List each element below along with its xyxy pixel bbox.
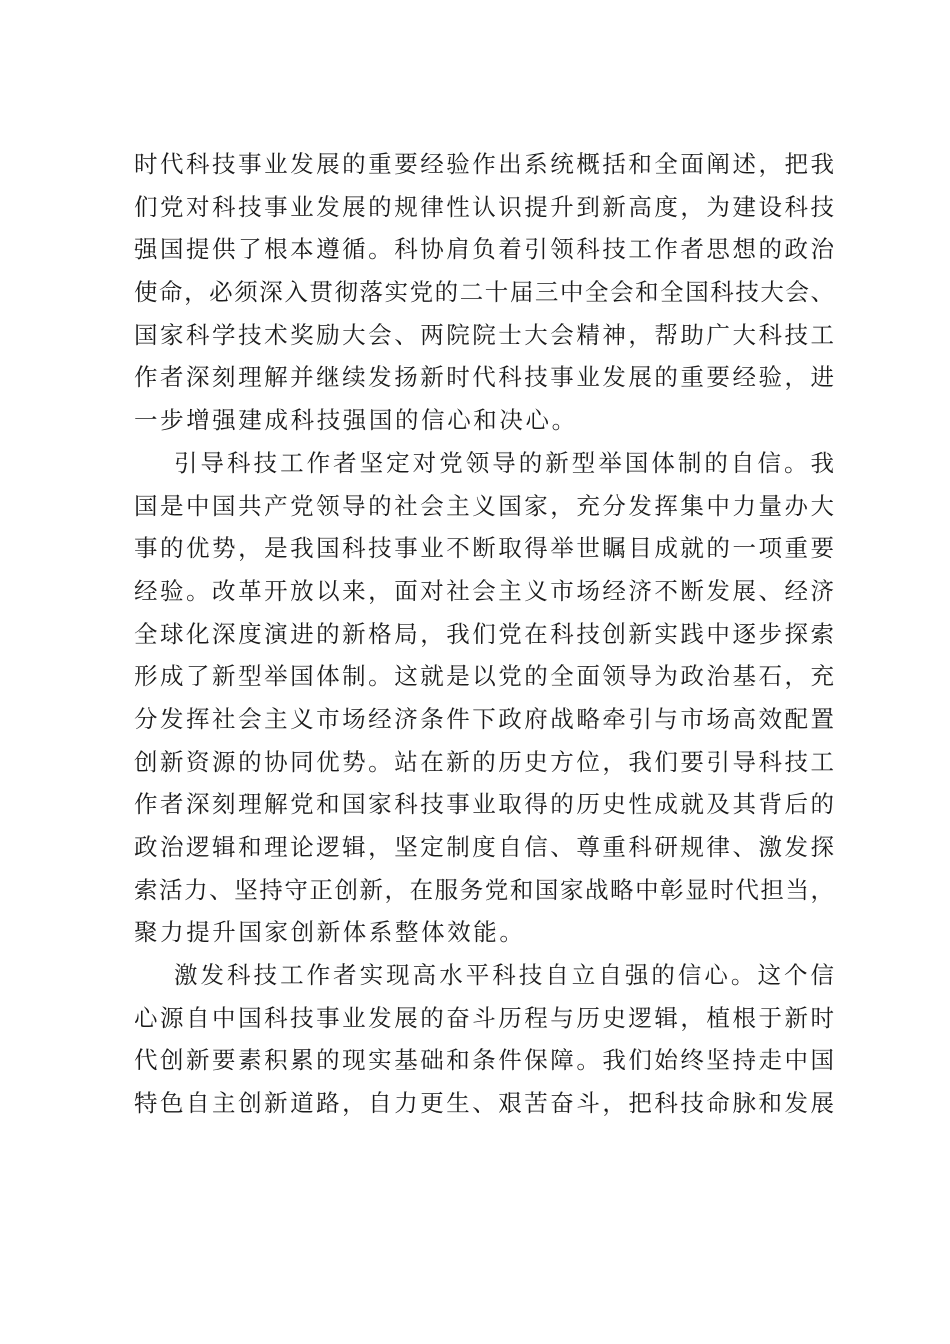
text-line: 事的优势，是我国科技事业不断取得举世瞩目成就的一项重要 <box>134 534 834 563</box>
text-line: 分发挥社会主义市场经济条件下政府战略牵引与市场高效配置 <box>134 704 834 733</box>
text-line: 索活力、坚持守正创新，在服务党和国家战略中彰显时代担当， <box>134 875 834 904</box>
document-body <box>134 143 834 1125</box>
text-line: 特色自主创新道路，自力更生、艰苦奋斗，把科技命脉和发展 <box>134 1089 834 1118</box>
paragraph-first-line: 激发科技工作者实现高水平科技自立自强的信心。这个信 <box>174 961 834 990</box>
text-line: 一步增强建成科技强国的信心和决心。 <box>134 406 578 435</box>
text-line: 作者深刻理解并继续发扬新时代科技事业发展的重要经验，进 <box>134 363 834 392</box>
text-line: 心源自中国科技事业发展的奋斗历程与历史逻辑，植根于新时 <box>134 1003 834 1032</box>
text-line: 们党对科技事业发展的规律性认识提升到新高度，为建设科技 <box>134 192 834 221</box>
text-line: 时代科技事业发展的重要经验作出系统概括和全面阐述，把我 <box>134 150 834 178</box>
text-line: 形成了新型举国体制。这就是以党的全面领导为政治基石，充 <box>134 662 834 691</box>
text-line: 经验。改革开放以来，面对社会主义市场经济不断发展、经济 <box>134 576 834 605</box>
text-line: 使命，必须深入贯彻落实党的二十届三中全会和全国科技大会、 <box>134 278 834 307</box>
text-line: 国家科学技术奖励大会、两院院士大会精神，帮助广大科技工 <box>134 320 834 349</box>
text-line: 国是中国共产党领导的社会主义国家，充分发挥集中力量办大 <box>134 491 834 520</box>
text-line: 作者深刻理解党和国家科技事业取得的历史性成就及其背后的 <box>134 790 834 819</box>
text-line: 代创新要素积累的现实基础和条件保障。我们始终坚持走中国 <box>134 1046 834 1075</box>
text-line: 政治逻辑和理论逻辑，坚定制度自信、尊重科研规律、激发探 <box>134 833 834 861</box>
text-line: 全球化深度演进的新格局，我们党在科技创新实践中逐步探索 <box>134 619 834 648</box>
text-line: 聚力提升国家创新体系整体效能。 <box>134 918 526 947</box>
text-line: 创新资源的协同优势。站在新的历史方位，我们要引导科技工 <box>134 747 834 776</box>
paragraph-first-line: 引导科技工作者坚定对党领导的新型举国体制的自信。我 <box>174 448 834 477</box>
text-line: 强国提供了根本遵循。科协肩负着引领科技工作者思想的政治 <box>134 235 834 264</box>
